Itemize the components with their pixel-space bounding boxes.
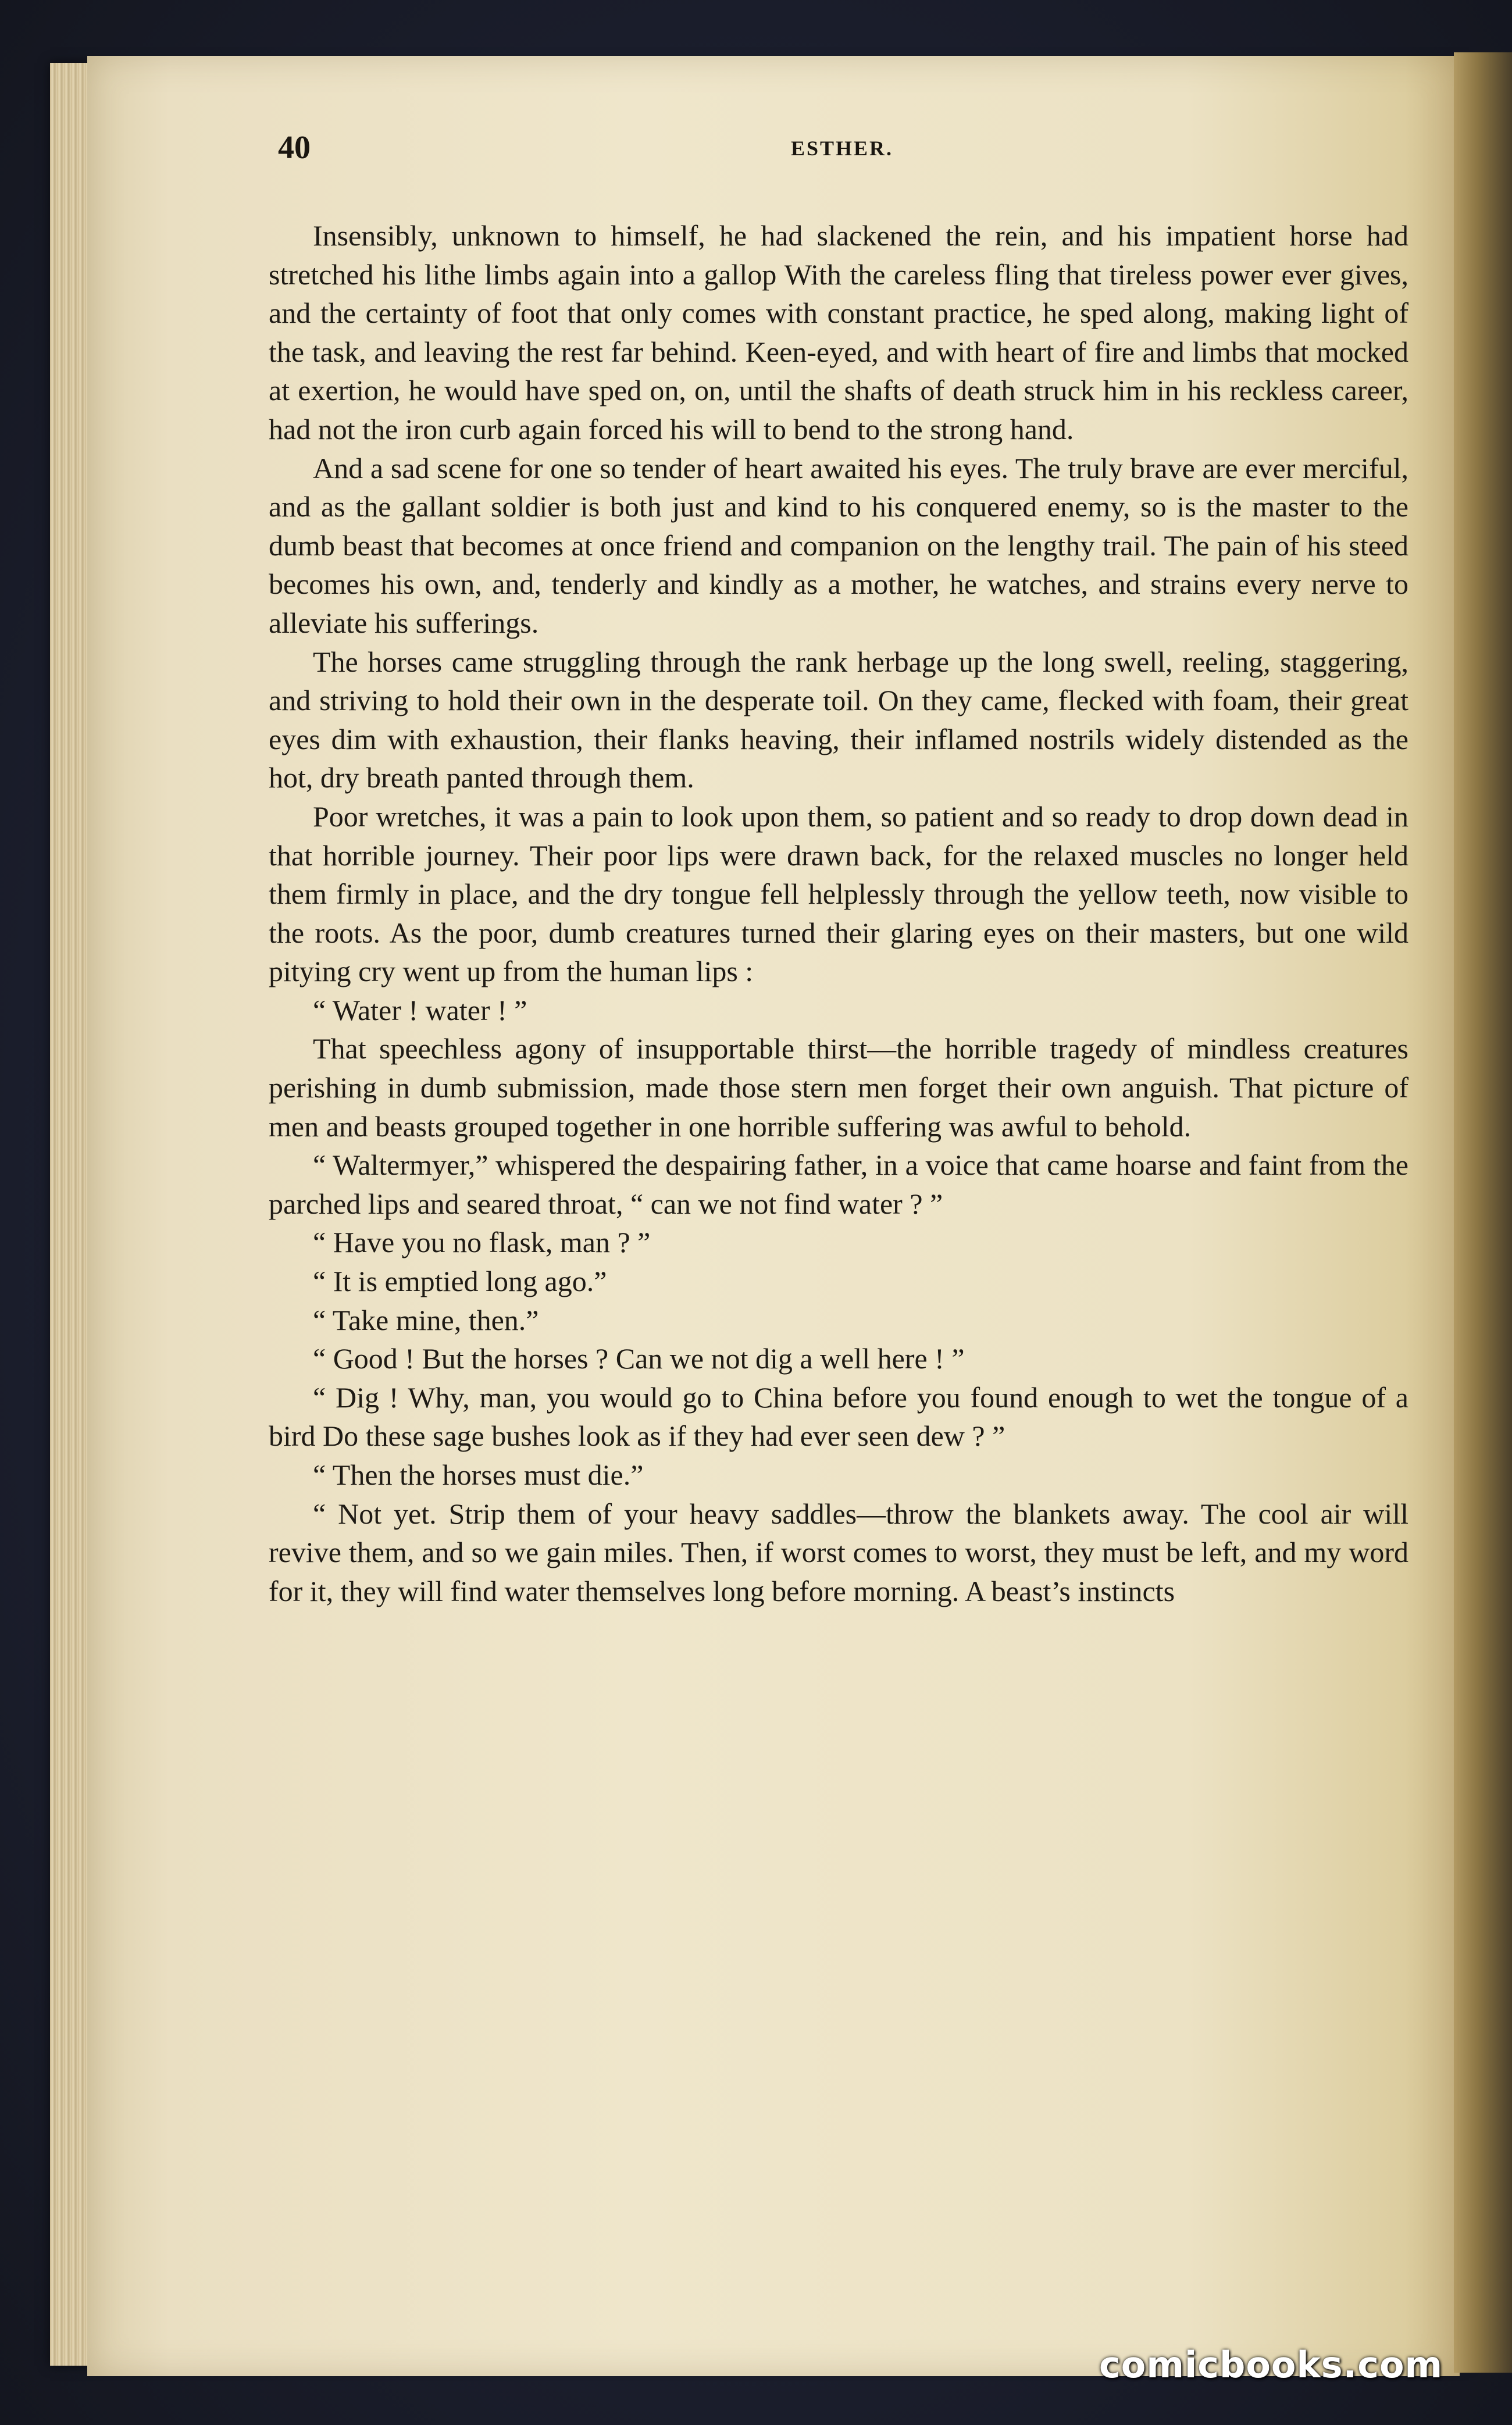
paragraph: The horses came struggling through the rank herbage up the long swell, reeling, staggering, and striving to hold their own in the desperate toil. On they came, flecked with foam, their great eyes dim with exhaustion, their flanks heaving, their inflamed nostrils widely distended as the hot, dry breath panted through them. (269, 645, 1408, 794)
page-number: 40 (278, 130, 311, 166)
paragraph: “ Water ! water ! ” (313, 993, 527, 1026)
paragraph: “ Have you no flask, man ? ” (313, 1226, 651, 1259)
paragraph: Poor wretches, it was a pain to look upon them, so patient and so ready to drop down dead in that horrible journey. Their poor lips were drawn back, for the relaxed muscles no longer held them firmly in place, and the dry tongue fell helplessly through the yellow teeth, now visible to the roots. As the poor, dumb creatures turned their glaring eyes on their masters, but one wild pitying cry went up from the human lips : (269, 800, 1408, 988)
running-head: ESTHER. (790, 137, 894, 160)
paragraph: And a sad scene for one so tender of heart awaited his eyes. The truly brave are ever merciful, and as the gallant soldier is both just and kind to his conquered enemy, so is the master to the dumb beast that becomes at once friend and companion on the lengthy trail. The pain of his steed becomes his own, and, tenderly and kindly as a mother, he watches, and strains every nerve to alleviate his sufferings. (269, 451, 1408, 639)
paragraph: “ Good ! But the horses ? Can we not dig a well here ! ” (313, 1342, 965, 1375)
paragraph: “ It is emptied long ago.” (313, 1265, 607, 1298)
body-text (269, 216, 1408, 1610)
paragraph: That speechless agony of insupportable thirst—the horrible tragedy of mindless creatures perishing in dumb submission, made those stern men forget their own anguish. That picture of men and beasts grouped together in one horrible suffering was awful to behold. (269, 1032, 1408, 1143)
paragraph: “ Dig ! Why, man, you would go to China before you found enough to wet the tongue of a bird Do these sage bushes look as if they had ever seen dew ? ” (269, 1381, 1408, 1453)
page-header (278, 129, 1406, 170)
paragraph: “ Then the horses must die.” (313, 1458, 644, 1491)
paragraph: “ Take mine, then.” (313, 1303, 539, 1336)
paragraph: “ Not yet. Strip them of your heavy saddles—throw the blankets away. The cool air will revive them, and so we gain miles. Then, if worst comes to worst, they must be left, and my word for it, they will find water themselves long before morning. A beast’s instincts (269, 1497, 1408, 1607)
watermark: comicbooks.com (1099, 2344, 1443, 2386)
book-spine (1454, 52, 1512, 2373)
paragraph: “ Waltermyer,” whispered the despairing father, in a voice that came hoarse and faint from the parched lips and seared throat, “ can we not find water ? ” (269, 1149, 1408, 1220)
paragraph: Insensibly, unknown to himself, he had slackened the rein, and his impatient horse had stretched his lithe limbs again into a gallop With the careless fling that tireless power ever gives, and the certainty of foot that only comes with constant practice, he sped along, making light of the task, and leaving the rest far behind. Keen-eyed, and with heart of fire and limbs that mocked at exertion, he would have sped on, on, until the shafts of death struck him in his reckless career, had not the iron curb again forced his will to bend to the strong hand. (269, 219, 1408, 445)
